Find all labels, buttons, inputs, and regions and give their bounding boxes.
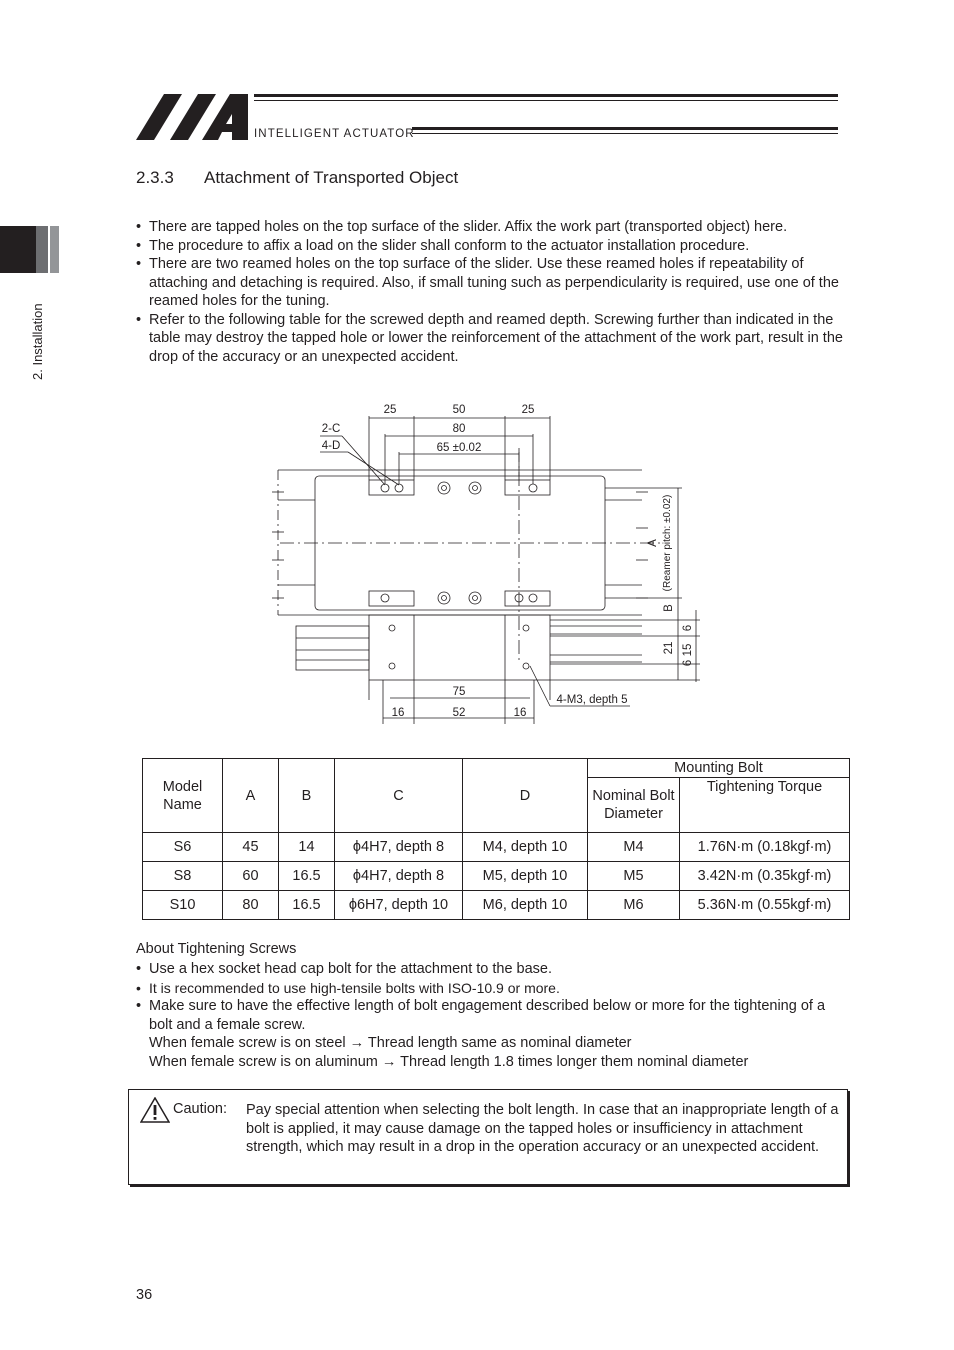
section-number: 2.3.3 <box>136 168 174 187</box>
header-tightening-torque: Tightening Torque <box>680 778 850 833</box>
list-item: • The procedure to affix a load on the slider shall conform to the actuator installation procedure. <box>136 237 848 256</box>
page-number: 36 <box>136 1287 153 1303</box>
cell-b: 16.5 <box>279 862 335 891</box>
table-row <box>143 891 850 920</box>
list-item: • There are tapped holes on the top surface of the slider. Affix the work part (transported object) here. <box>136 218 848 237</box>
header-d: D <box>463 759 588 833</box>
dim-16-left: 16 <box>391 707 405 719</box>
cell-torque: 5.36N·m (0.55kgf·m) <box>680 891 850 920</box>
steel-thread-note: When female screw is on steel → Thread length same as nominal diameter <box>149 1035 632 1051</box>
dim-21: 21 <box>663 641 675 655</box>
tightening-title: About Tightening Screws <box>136 941 297 957</box>
dim-65: 65 ±0.02 <box>436 442 482 454</box>
cell-model: S6 <box>143 833 223 862</box>
caution-label: Caution: <box>173 1101 228 1117</box>
header-a: A <box>223 759 279 833</box>
cell-b: 16.5 <box>279 891 335 920</box>
cell-c: ϕ6H7, depth 10 <box>335 891 463 920</box>
cell-d: M4, depth 10 <box>463 833 588 862</box>
header-mounting-bolt: Mounting Bolt <box>588 759 850 778</box>
brand-text: INTELLIGENT ACTUATOR <box>254 128 415 140</box>
dim-52: 52 <box>452 707 466 719</box>
warning-triangle-icon <box>140 1097 170 1123</box>
list-item: • Make sure to have the effective length of bolt engagement described below or more for the tightening of a bolt and a female screw. <box>136 997 848 1034</box>
caution-text: Pay special attention when selecting the bolt length. In case that an inappropriate length of a bolt is applied, it may cause damage on the tapped holes or insufficiency in attachment strength, which may result in a drop in the operation accuracy or an unexpected accident. <box>246 1102 839 1155</box>
cell-a: 80 <box>223 891 279 920</box>
cell-b: 14 <box>279 833 335 862</box>
dim-75: 75 <box>452 686 466 698</box>
label-a: A <box>647 539 659 547</box>
header-nominal-diameter: Nominal Bolt Diameter <box>588 778 680 833</box>
cell-torque: 3.42N·m (0.35kgf·m) <box>680 862 850 891</box>
table-row <box>143 833 850 862</box>
cell-c: ϕ4H7, depth 8 <box>335 833 463 862</box>
aluminum-thread-note: When female screw is on aluminum → Thread length 1.8 times longer them nominal diameter <box>149 1054 749 1070</box>
label-4m3: 4-M3, depth 5 <box>556 694 628 706</box>
cell-model: S10 <box>143 891 223 920</box>
header-c: C <box>335 759 463 833</box>
header-b: B <box>279 759 335 833</box>
cell-d: M5, depth 10 <box>463 862 588 891</box>
label-reamer-pitch: (Reamer pitch: ±0.02) <box>662 494 673 592</box>
cell-nominal: M4 <box>588 833 680 862</box>
header-model-name: Model Name <box>143 759 223 833</box>
chapter-side-label: 2. Installation <box>30 303 45 380</box>
cell-torque: 1.76N·m (0.18kgf·m) <box>680 833 850 862</box>
cell-d: M6, depth 10 <box>463 891 588 920</box>
label-4d: 4-D <box>321 440 341 452</box>
label-b: B <box>663 604 675 612</box>
section-title: Attachment of Transported Object <box>204 168 459 187</box>
label-2c: 2-C <box>321 423 341 435</box>
dim-50: 50 <box>452 404 466 416</box>
cell-model: S8 <box>143 862 223 891</box>
dim-6-bottom: 6 <box>682 659 694 667</box>
list-item: • Use a hex socket head cap bolt for the attachment to the base. <box>136 960 848 979</box>
cell-c: ϕ4H7, depth 8 <box>335 862 463 891</box>
tightening-bullet-list <box>136 960 848 1034</box>
list-item: • There are two reamed holes on the top surface of the slider. Use these reamed holes if repeatability of attaching and detaching is required. Also, if small tuning such as perpendicularity is required, use one of the reamed holes for the tuning. <box>136 255 848 311</box>
dim-25-right: 25 <box>521 404 535 416</box>
table-row <box>143 862 850 891</box>
cell-a: 45 <box>223 833 279 862</box>
dim-6-top: 6 <box>682 624 694 632</box>
cell-nominal: M6 <box>588 891 680 920</box>
dim-15: 15 <box>682 643 694 657</box>
bolt-spec-table <box>142 758 850 920</box>
cell-a: 60 <box>223 862 279 891</box>
list-item: • Refer to the following table for the screwed depth and reamed depth. Screwing further than indicated in the table may destroy the tapped hole or lower the reinforcement of the attachment of the work part, result in the drop of the accuracy or an unexpected accident. <box>136 311 848 367</box>
cell-nominal: M5 <box>588 862 680 891</box>
dim-16-right: 16 <box>513 707 527 719</box>
dim-80: 80 <box>452 423 466 435</box>
dim-25-left: 25 <box>383 404 397 416</box>
list-item: • It is recommended to use high-tensile bolts with ISO-10.9 or more. <box>136 979 848 998</box>
